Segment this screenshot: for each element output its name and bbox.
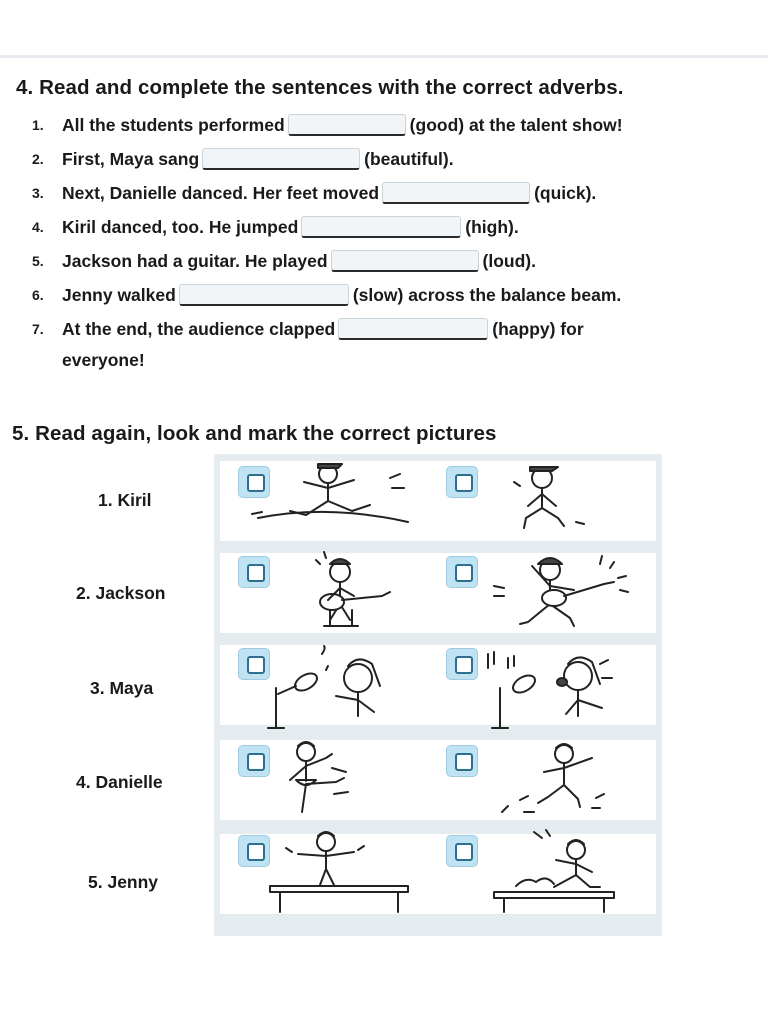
sentence-text: Jenny walked	[62, 284, 176, 305]
sentence-number: 2.	[32, 151, 44, 167]
sentence-text: All the students performed	[62, 114, 285, 135]
sentence-1	[32, 112, 623, 138]
answer-blank-6[interactable]	[179, 284, 349, 306]
row-label-danielle: 4. Danielle	[76, 772, 163, 792]
girl-dancing-slowly-icon	[240, 738, 410, 824]
sentence-hint: (good) at the talent show!	[409, 114, 623, 135]
sentence-text: Kiril danced, too. He jumped	[62, 216, 299, 237]
sentence-6	[32, 282, 621, 308]
sentence-hint: (happy) for	[492, 318, 584, 339]
sentence-7-continuation: everyone!	[62, 350, 145, 370]
boy-jumping-low-icon	[480, 456, 650, 542]
checkbox-jenny-right[interactable]	[446, 835, 478, 867]
answer-blank-1[interactable]	[288, 114, 406, 136]
girl-singing-beautifully-icon	[240, 644, 410, 730]
checkbox-jackson-right[interactable]	[446, 556, 478, 588]
sentence-3	[32, 180, 596, 206]
sentence-number: 4.	[32, 219, 44, 235]
row-label-jackson: 2. Jackson	[76, 583, 166, 603]
sentence-text: At the end, the audience clapped	[62, 318, 336, 339]
answer-blank-5[interactable]	[331, 250, 479, 272]
sentence-hint: (beautiful).	[364, 148, 454, 169]
sentence-text: First, Maya sang	[62, 148, 200, 169]
row-label-jenny: 5. Jenny	[88, 872, 159, 892]
girl-singing-badly-icon	[480, 644, 650, 730]
sentence-5	[32, 248, 536, 274]
sentence-number: 3.	[32, 185, 44, 201]
answer-blank-3[interactable]	[382, 182, 530, 204]
sentence-hint: (quick).	[534, 182, 597, 203]
sentence-number: 5.	[32, 253, 44, 269]
row-label-kiril: 1. Kiril	[98, 490, 152, 510]
girl-running-beam-quickly-icon	[480, 828, 650, 914]
answer-blank-7[interactable]	[338, 318, 488, 340]
exercise-4-title: 4. Read and complete the sentences with the correct adverbs.	[16, 76, 624, 99]
sentence-2	[32, 146, 454, 172]
sentence-hint: (loud).	[482, 250, 536, 271]
girl-dancing-quickly-icon	[480, 738, 650, 824]
row-label-maya: 3. Maya	[90, 678, 154, 698]
sentence-number: 7.	[32, 321, 44, 337]
sentence-hint: (slow) across the balance beam.	[352, 284, 622, 305]
sentence-number: 6.	[32, 287, 44, 303]
girl-walking-beam-slowly-icon	[240, 828, 410, 914]
exercise-5-title: 5. Read again, look and mark the correct pictures	[12, 422, 497, 445]
sentence-number: 1.	[32, 117, 44, 133]
boy-jumping-high-icon	[240, 456, 410, 542]
sentence-text: Jackson had a guitar. He played	[62, 250, 328, 271]
checkbox-kiril-right[interactable]	[446, 466, 478, 498]
checkbox-maya-right[interactable]	[446, 648, 478, 680]
answer-blank-2[interactable]	[202, 148, 360, 170]
top-divider	[0, 55, 768, 58]
answer-blank-4[interactable]	[301, 216, 461, 238]
sentence-4	[32, 214, 519, 240]
sentence-7	[32, 316, 584, 342]
checkbox-danielle-right[interactable]	[446, 745, 478, 777]
boy-playing-guitar-loudly-icon	[480, 550, 650, 636]
sentence-hint: (high).	[465, 216, 519, 237]
boy-playing-guitar-quietly-icon	[240, 550, 410, 636]
sentence-text: Next, Danielle danced. Her feet moved	[62, 182, 380, 203]
